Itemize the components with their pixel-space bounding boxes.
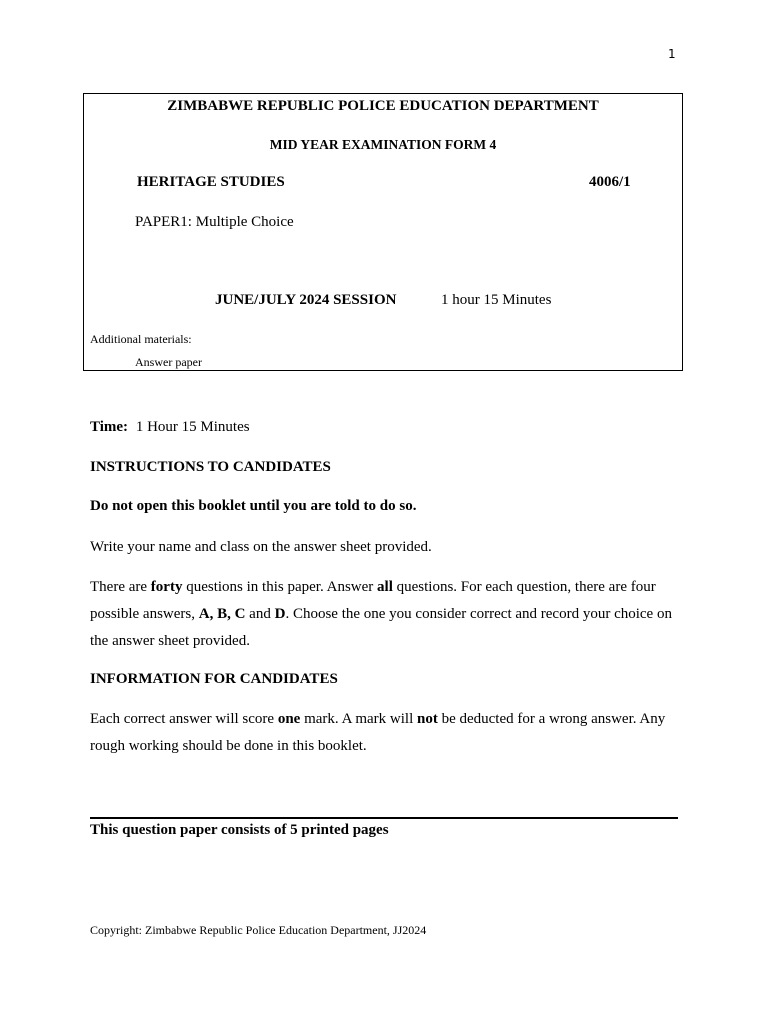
department-title: ZIMBABWE REPUBLIC POLICE EDUCATION DEPARTMENT (167, 98, 599, 114)
additional-materials-label: Additional materials: (90, 332, 192, 346)
copyright-notice: Copyright: Zimbabwe Republic Police Education Department, JJ2024 (90, 923, 427, 937)
exam-duration: 1 hour 15 Minutes (441, 292, 552, 308)
instructions-heading: INSTRUCTIONS TO CANDIDATES (90, 459, 331, 475)
page-number: 1 (668, 47, 676, 61)
time-label: Time: (90, 419, 129, 435)
subject-name: HERITAGE STUDIES (137, 174, 285, 190)
write-name-instruction: Write your name and class on the answer sheet provided. (90, 539, 432, 555)
exam-header-box (83, 93, 683, 371)
exam-session: JUNE/JULY 2024 SESSION (215, 292, 397, 308)
scoring-information: Each correct answer will score one mark. A mark will not be deducted for a wrong answer. Any rough working should be done in this booklet. (90, 711, 666, 754)
time-value: 1 Hour 15 Minutes (135, 419, 250, 435)
time-line (90, 414, 680, 441)
paper-type: PAPER1: Multiple Choice (135, 214, 294, 230)
exam-title: MID YEAR EXAMINATION FORM 4 (269, 137, 497, 152)
printed-pages-notice: This question paper consists of 5 printed pages (90, 822, 389, 838)
do-not-open-notice: Do not open this booklet until you are told to do so. (90, 498, 417, 514)
questions-instruction: There are forty questions in this paper. Answer all questions. For each question, there are four possible answers, A, B, C and D. Choose the one you consider correct and record your choice on the answer sheet provided. (90, 579, 672, 649)
subject-code: 4006/1 (589, 174, 631, 190)
information-heading: INFORMATION FOR CANDIDATES (90, 671, 338, 687)
additional-materials-item: Answer paper (135, 355, 202, 369)
